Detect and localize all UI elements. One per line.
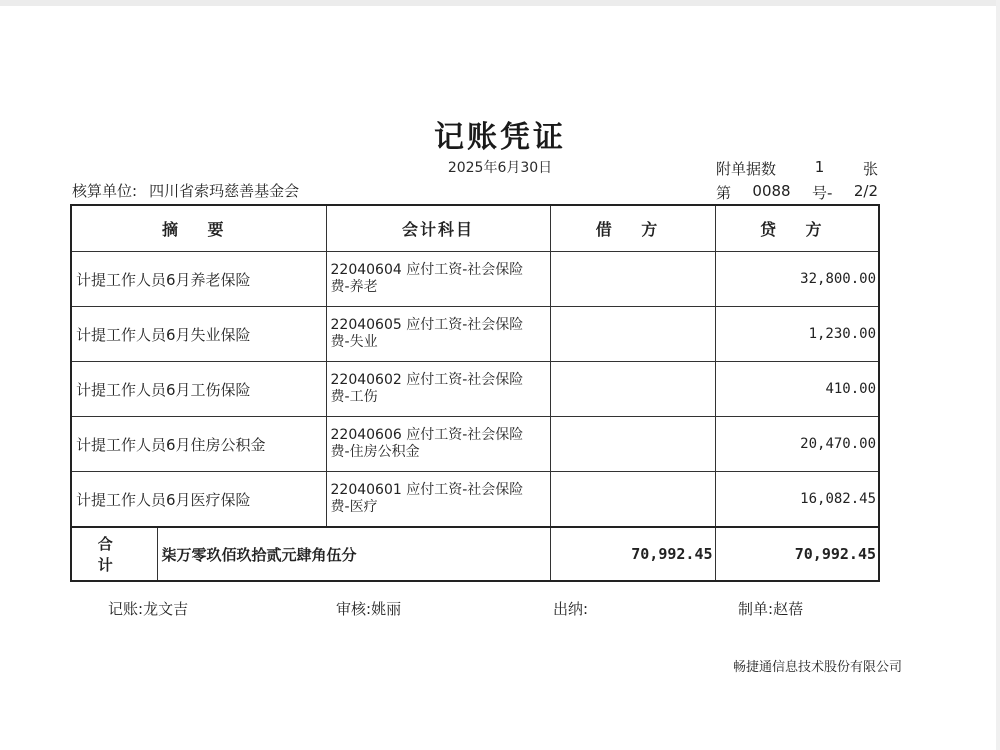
software-company: 畅捷通信息技术股份有限公司	[733, 660, 903, 675]
page-indicator: 2/2	[853, 182, 878, 200]
account-sub: 费-养老	[330, 279, 378, 295]
entry-debit	[550, 252, 715, 307]
preparer-name: 赵蓓	[773, 600, 804, 618]
header-account: 会计科目	[326, 205, 550, 252]
table-row	[71, 252, 879, 307]
entry-account	[326, 417, 550, 472]
entry-account	[326, 362, 550, 417]
total-label: 合 计	[71, 527, 157, 581]
header-debit: 借 方	[550, 205, 715, 252]
cashier-field	[553, 598, 588, 619]
account-code-name: 22040602 应付工资-社会保险	[330, 372, 524, 388]
preparer-label: 制单:	[738, 600, 774, 618]
entry-credit: 32,800.00	[715, 252, 879, 307]
cashier-label: 出纳:	[553, 600, 589, 618]
reviewer-field	[336, 598, 401, 619]
entry-debit	[550, 417, 715, 472]
entry-credit: 410.00	[715, 362, 879, 417]
account-code-name: 22040601 应付工资-社会保险	[330, 482, 524, 498]
entry-summary: 计提工作人员6月工伤保险	[71, 362, 326, 417]
entry-debit	[550, 362, 715, 417]
attachments-unit: 张	[862, 160, 878, 178]
header-credit: 贷 方	[715, 205, 879, 252]
total-row	[71, 527, 879, 581]
voucher-date: 2025年6月30日	[447, 160, 553, 176]
unit-label: 核算单位:	[72, 182, 138, 200]
scan-edge	[0, 0, 1000, 6]
total-debit: 70,992.45	[550, 527, 715, 581]
bookkeeper-name: 龙文吉	[143, 600, 189, 618]
reviewer-label: 审核:	[336, 600, 372, 618]
entry-credit: 16,082.45	[715, 472, 879, 528]
account-code-name: 22040604 应付工资-社会保险	[330, 262, 524, 278]
total-credit: 70,992.45	[715, 527, 879, 581]
entry-debit	[550, 307, 715, 362]
account-code-name: 22040606 应付工资-社会保险	[330, 427, 524, 443]
account-code-name: 22040605 应付工资-社会保险	[330, 317, 524, 333]
table-row	[71, 362, 879, 417]
bookkeeper-label: 记账:	[108, 600, 144, 618]
total-in-words: 柒万零玖佰玖拾贰元肆角伍分	[157, 527, 550, 581]
header-summary: 摘 要	[71, 205, 326, 252]
account-sub: 费-医疗	[330, 499, 378, 515]
preparer-field	[738, 598, 803, 619]
entry-account	[326, 252, 550, 307]
entry-summary: 计提工作人员6月医疗保险	[71, 472, 326, 528]
table-row	[71, 307, 879, 362]
attachments-label: 附单据数	[716, 160, 777, 178]
entry-credit: 1,230.00	[715, 307, 879, 362]
entry-summary: 计提工作人员6月失业保险	[71, 307, 326, 362]
table-header-row	[71, 205, 879, 252]
entry-account	[326, 472, 550, 528]
entry-account	[326, 307, 550, 362]
unit-name: 四川省索玛慈善基金会	[149, 182, 300, 200]
account-sub: 费-住房公积金	[330, 444, 420, 460]
account-sub: 费-工伤	[330, 389, 378, 405]
attachments-count: 1	[814, 158, 825, 176]
attachments-info	[716, 158, 878, 179]
table-row	[71, 472, 879, 528]
bookkeeper-field	[108, 598, 188, 619]
voucher-table	[70, 204, 880, 582]
number-value: 0088	[752, 182, 791, 200]
entry-summary: 计提工作人员6月养老保险	[71, 252, 326, 307]
voucher-number	[716, 182, 878, 203]
reviewer-name: 姚丽	[371, 600, 402, 618]
number-prefix: 第	[716, 184, 732, 202]
voucher-title: 记账凭证	[434, 120, 566, 155]
entry-credit: 20,470.00	[715, 417, 879, 472]
account-sub: 费-失业	[330, 334, 378, 350]
accounting-unit	[72, 180, 299, 201]
entry-summary: 计提工作人员6月住房公积金	[71, 417, 326, 472]
entry-debit	[550, 472, 715, 528]
table-row	[71, 417, 879, 472]
number-suffix: 号-	[812, 184, 833, 202]
